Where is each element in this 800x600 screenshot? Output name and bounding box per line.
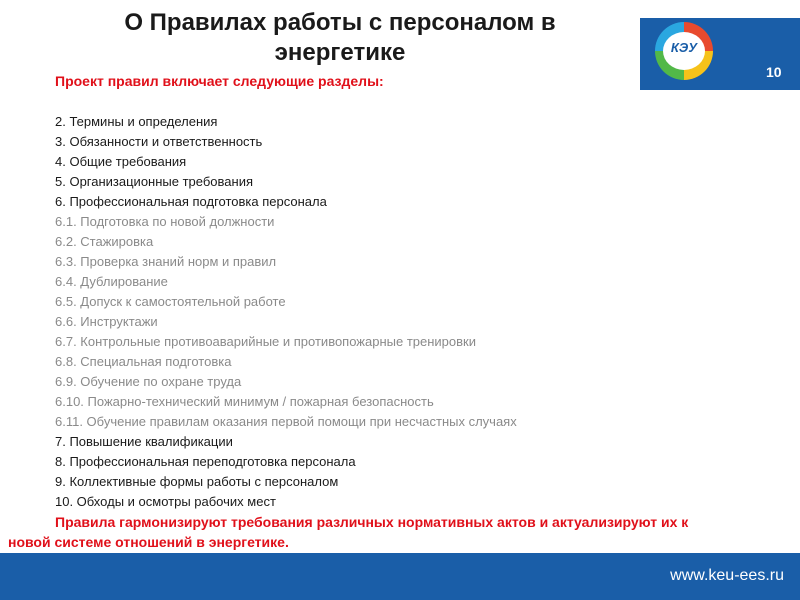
page-number: 10 (766, 64, 782, 80)
section-item: 3. Обязанности и ответственность (55, 134, 263, 149)
subsection-item: 6.6. Инструктажи (55, 314, 158, 329)
section-item: 2. Термины и определения (55, 114, 218, 129)
footer-url: www.keu-ees.ru (670, 567, 784, 584)
subsection-item: 6.9. Обучение по охране труда (55, 374, 242, 389)
subsection-item: 6.2. Стажировка (55, 234, 154, 249)
sections-list (55, 112, 517, 512)
subsection-item: 6.3. Проверка знаний норм и правил (55, 254, 277, 269)
subsection-item: 6.11. Обучение правилам оказания первой помощи при несчастных случаях (55, 414, 517, 429)
subsection-item: 6.10. Пожарно-технический минимум / пожарная безопасность (55, 394, 434, 409)
subsection-item: 6.1. Подготовка по новой должности (55, 214, 275, 229)
section-item: 7. Повышение квалификации (55, 434, 233, 449)
intro-text: Проект правил включает следующие разделы: (55, 73, 384, 89)
subsection-item: 6.5. Допуск к самостоятельной работе (55, 294, 286, 309)
keu-logo-text: КЭУ (670, 40, 698, 55)
section-item: 6. Профессиональная подготовка персонала (55, 194, 327, 209)
section-item: 5. Организационные требования (55, 174, 254, 189)
footer-bar (0, 553, 800, 600)
subsection-item: 6.4. Дублирование (55, 274, 168, 289)
slide-title: О Правилах работы с персоналом в энергетике (124, 9, 556, 66)
section-item: 8. Профессиональная переподготовка персонала (55, 454, 356, 469)
section-item: 10. Обходы и осмотры рабочих мест (55, 494, 276, 509)
subsection-item: 6.8. Специальная подготовка (55, 354, 232, 369)
subsection-item: 6.7. Контрольные противоаварийные и противопожарные тренировки (55, 334, 476, 349)
section-item: 9. Коллективные формы работы с персоналом (55, 474, 339, 489)
conclusion-text: Правила гармонизируют требования различных нормативных актов и актуализируют их к новой системе отношений в энергетике. (8, 514, 689, 550)
section-item: 4. Общие требования (55, 154, 187, 169)
